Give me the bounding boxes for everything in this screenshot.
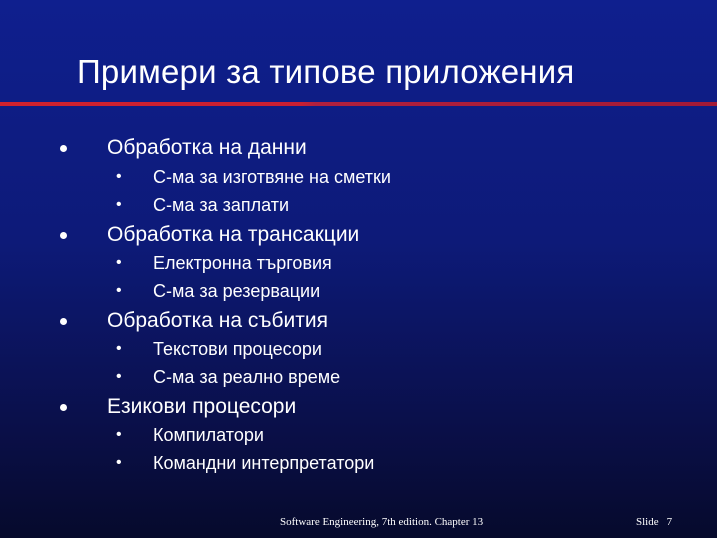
section-label: Езикови процесори bbox=[107, 395, 297, 418]
bullet-dot-icon bbox=[60, 318, 67, 325]
sub-item-label: С-ма за резервации bbox=[153, 281, 321, 301]
sub-bullet-icon: • bbox=[116, 168, 122, 185]
sub-item bbox=[0, 450, 717, 476]
sub-item bbox=[0, 250, 717, 276]
sub-bullet-icon: • bbox=[116, 282, 122, 299]
sub-item-label: Компилатори bbox=[153, 425, 264, 445]
section-item bbox=[0, 220, 717, 250]
section-label: Обработка на данни bbox=[107, 136, 307, 159]
section-item bbox=[0, 392, 717, 422]
section-label: Обработка на събития bbox=[107, 309, 328, 332]
sub-item-label: С-ма за заплати bbox=[153, 195, 290, 215]
section-item bbox=[0, 306, 717, 336]
sub-item-label: Електронна търговия bbox=[153, 253, 332, 273]
sub-bullet-icon: • bbox=[116, 196, 122, 213]
sub-item-label: С-ма за реално време bbox=[153, 367, 341, 387]
slide-number bbox=[636, 514, 672, 530]
sub-item-label: Командни интерпретатори bbox=[153, 453, 375, 473]
bullet-dot-icon bbox=[60, 232, 67, 239]
sub-bullet-icon: • bbox=[116, 340, 122, 357]
slide-number-value: 7 bbox=[666, 516, 673, 528]
bullet-dot-icon bbox=[60, 404, 67, 411]
sub-bullet-icon: • bbox=[116, 426, 122, 443]
sub-item bbox=[0, 164, 717, 190]
sub-item bbox=[0, 364, 717, 390]
sub-item bbox=[0, 336, 717, 362]
sub-item-label: Текстови процесори bbox=[153, 339, 322, 359]
sub-bullet-icon: • bbox=[116, 368, 122, 385]
sub-item bbox=[0, 278, 717, 304]
sub-item-label: С-ма за изготвяне на сметки bbox=[153, 167, 391, 187]
slide-title: Примери за типове приложения bbox=[77, 53, 575, 90]
section-item bbox=[0, 133, 717, 163]
section-label: Обработка на трансакции bbox=[107, 223, 360, 246]
slide-footer: Software Engineering, 7th edition. Chapter 13 bbox=[280, 516, 484, 528]
sub-bullet-icon: • bbox=[116, 454, 122, 471]
sub-item bbox=[0, 422, 717, 448]
sub-bullet-icon: • bbox=[116, 254, 122, 271]
sub-item bbox=[0, 192, 717, 218]
bullet-dot-icon bbox=[60, 145, 67, 152]
slide-number-label: Slide bbox=[636, 516, 659, 528]
